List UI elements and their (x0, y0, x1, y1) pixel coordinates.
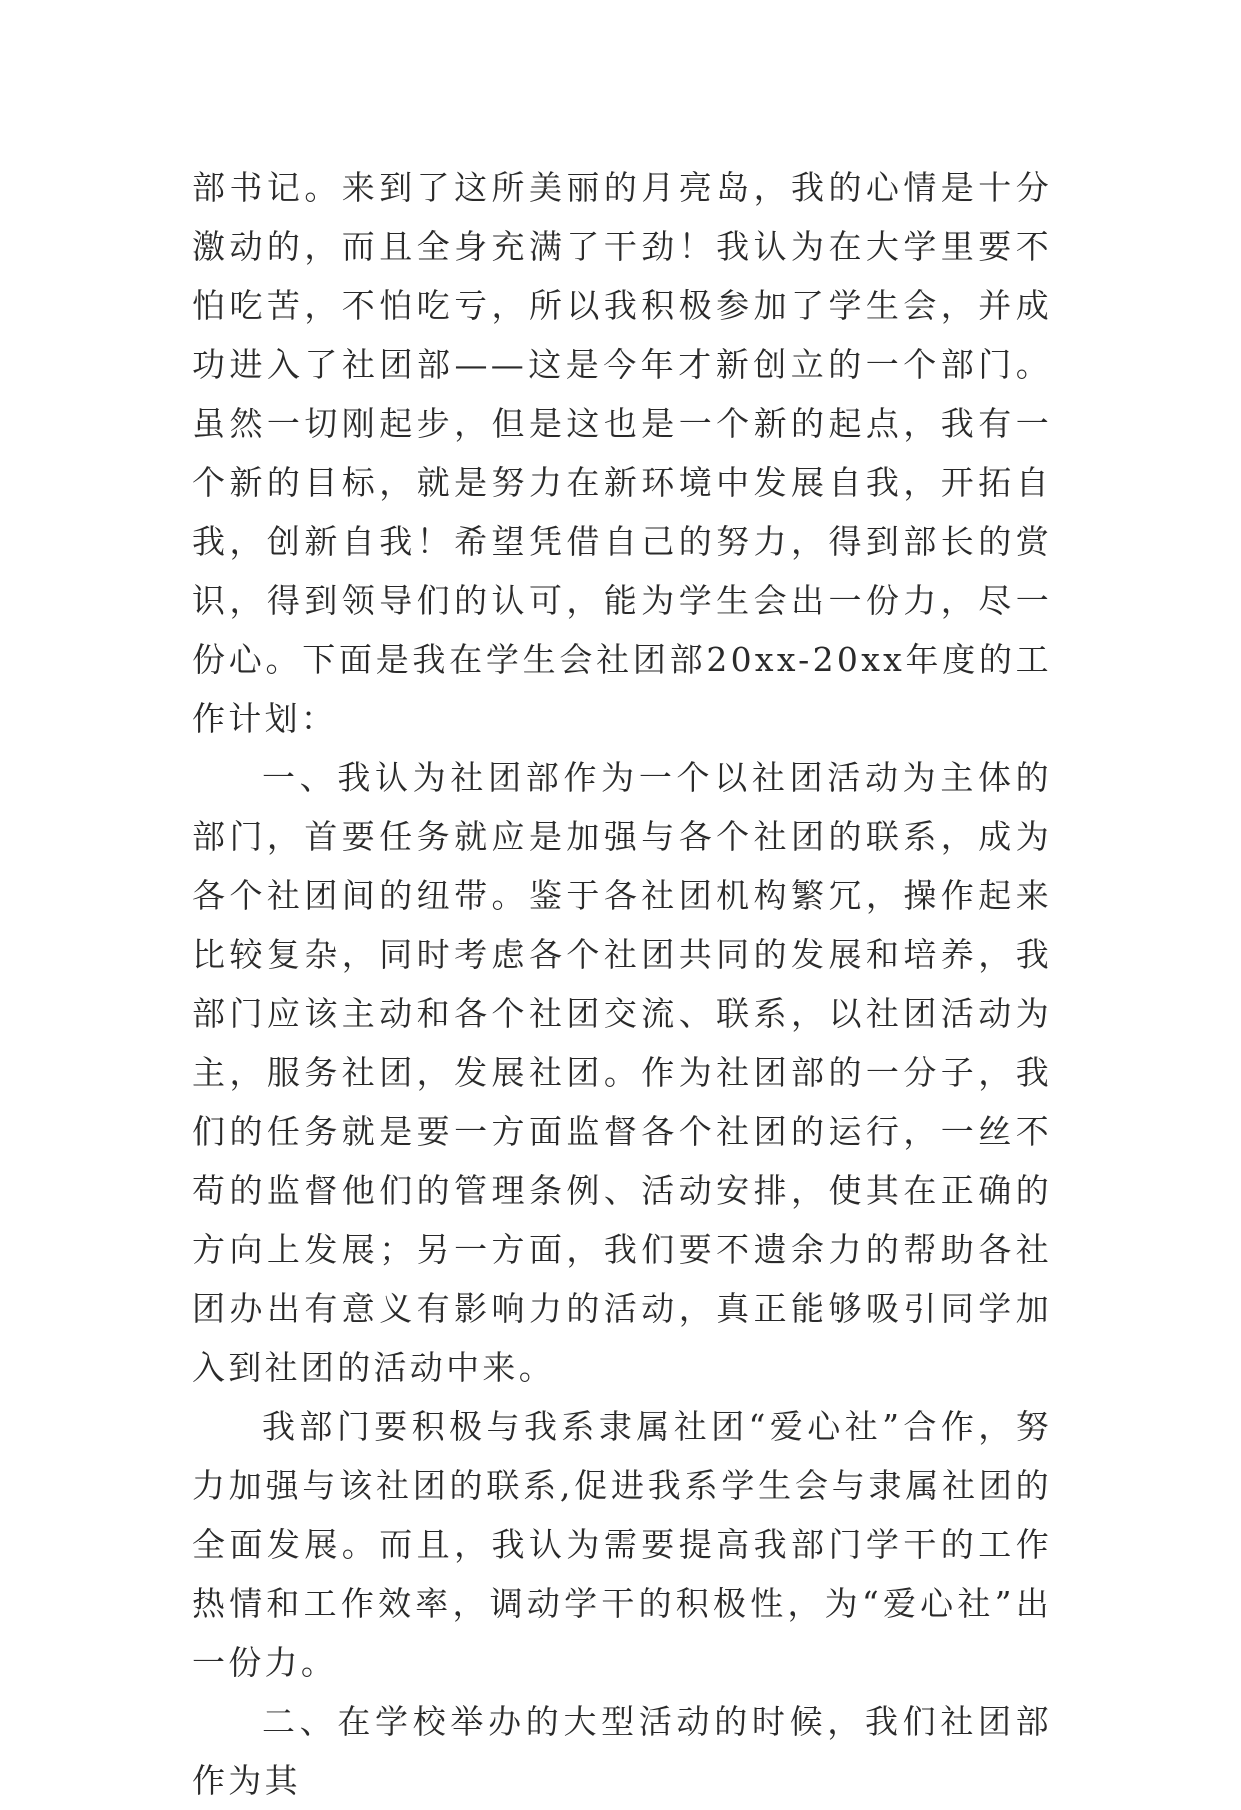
paragraph-intro: 部书记。来到了这所美丽的月亮岛，我的心情是十分激动的，而且全身充满了干劲！我认为在大学里要不怕吃苦，不怕吃亏，所以我积极参加了学生会，并成功进入了社团部——这是今年才新创立的一个部门。虽然一切刚起步，但是这也是一个新的起点，我有一个新的目标，就是努力在新环境中发展自我，开拓自我，创新自我！希望凭借自己的努力，得到部长的赏识，得到领导们的认可，能为学生会出一份力，尽一份心。下面是我在学生会社团部20xx-20xx年度的工作计划： (192, 168, 1052, 738)
document-body (192, 158, 1052, 1810)
paragraph-point-two: 二、在学校举办的大型活动的时候，我们社团部作为其 (192, 1702, 1052, 1800)
paragraph-point-one: 一、我认为社团部作为一个以社团活动为主体的部门，首要任务就应是加强与各个社团的联系，成为各个社团间的纽带。鉴于各社团机构繁冗，操作起来比较复杂，同时考虑各个社团共同的发展和培养，我部门应该主动和各个社团交流、联系，以社团活动为主，服务社团，发展社团。作为社团部的一分子，我们的任务就是要一方面监督各个社团的运行，一丝不苟的监督他们的管理条例、活动安排，使其在正确的方向上发展；另一方面，我们要不遗余力的帮助各社团办出有意义有影响力的活动，真正能够吸引同学加入到社团的活动中来。 (192, 758, 1052, 1387)
paragraph-love-club: 我部门要积极与我系隶属社团“爱心社”合作，努力加强与该社团的联系,促进我系学生会与隶属社团的全面发展。而且，我认为需要提高我部门学干的工作热情和工作效率，调动学干的积极性，为“爱心社”出一份力。 (192, 1407, 1052, 1682)
